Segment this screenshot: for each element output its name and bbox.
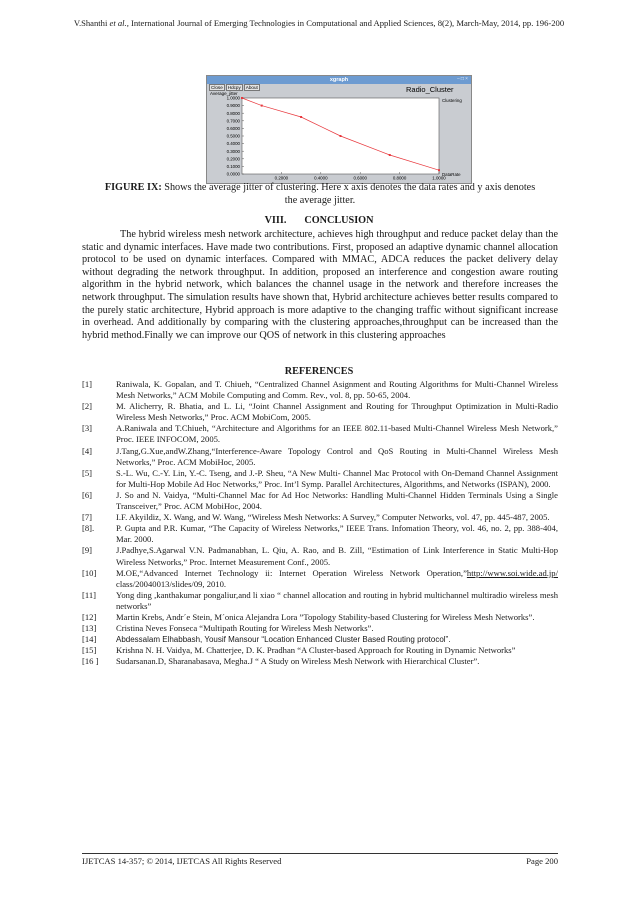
reference-text [116, 468, 558, 490]
y-tick-label: 0.3000 [226, 148, 240, 154]
reference-text [116, 423, 558, 445]
reference-citation: Martin Krebs, Andr´e Stein, M´onica Alejandra Lora ”Topology Stability-based Clustering for Wireless Mesh Networks”. [116, 611, 535, 622]
reference-text [116, 490, 558, 512]
reference-item [82, 379, 558, 401]
reference-item [82, 568, 558, 590]
y-tick-label: 0.5000 [226, 133, 240, 139]
data-point [261, 105, 263, 107]
y-axis-title: Average_jitter [210, 91, 238, 96]
reference-citation: M.OE,“Advanced Internet Technology ii: Internet Operation Wireless Network Operation,” [116, 567, 467, 578]
figure-caption [100, 182, 540, 207]
reference-item [82, 634, 558, 645]
xgraph-window [206, 75, 472, 184]
x-tick-label: 0.6000 [353, 175, 367, 181]
reference-item [82, 401, 558, 423]
header-etal: et al., [109, 18, 129, 28]
reference-number: [16 ] [82, 656, 99, 667]
reference-item [82, 645, 558, 656]
hdcpy-button[interactable]: Hdcpy [227, 85, 241, 90]
reference-citation: M. Alicherry, R. Bhatia, and L. Li, “Joint Channel Assignment and Routing for Throughput Optimization in Multi-Radio Wireless Mesh Networks,” Proc. ACM MobiCom, 2005. [116, 401, 558, 423]
figure-label: FIGURE IX: [104, 182, 162, 193]
reference-citation: Abdessalam Elhabbash, Yousif Mansour “Location Enhanced Cluster Based Routing protocol”. [116, 635, 451, 645]
reference-citation: Sudarsanan.D, Sharanabasava, Megha.J “ A Study on Wireless Mesh Network with Hierarchical Cluster”. [116, 656, 480, 667]
reference-item [82, 512, 558, 523]
reference-item [82, 656, 558, 667]
reference-citation: I.F. Akyildiz, X. Wang, and W. Wang, “Wireless Mesh Networks: A Survey,” Computer Networks, vol. 47, pp. 445-487, 2005. [116, 512, 550, 523]
reference-text [116, 512, 558, 523]
reference-item [82, 490, 558, 512]
reference-item [82, 523, 558, 545]
reference-number: [12] [82, 611, 97, 622]
reference-citation: Raniwala, K. Gopalan, and T. Chiueh, “Centralized Channel Asignment and Routing Algorithms for Multi-Channel Wireless Mesh Networks,” ACM Mobile Computing and Comm. Rev., vol. 8, pp. 50-65, 2004. [116, 379, 558, 401]
reference-citation: Cristina Neves Fonseca “Multipath Routing for Wireless Mesh Networks”. [116, 623, 374, 634]
reference-text [116, 446, 558, 468]
chart-title: Radio_Cluster [406, 85, 454, 94]
x-tick-label: 0.2000 [274, 175, 289, 181]
reference-citation: Yong ding ,kanthakumar pongaliur,and li xiao “ channel allocation and routing in hybrid multichannel multiradio wireless mesh networks” [116, 589, 558, 611]
y-tick-label: 0.7000 [226, 118, 240, 124]
reference-text [116, 545, 558, 567]
section-title: CONCLUSION [304, 215, 374, 226]
reference-text [116, 623, 558, 634]
header-citation: International Journal of Emerging Technologies in Computational and Applied Sciences, 8(2), March-May, 2014, pp. 196-200 [131, 18, 565, 28]
y-tick-label: 0.1000 [226, 164, 240, 169]
y-tick-label: 0.0000 [226, 171, 240, 177]
reference-number: [15] [82, 645, 97, 656]
page-number: Page 200 [526, 856, 558, 866]
reference-link[interactable]: http://www.soi.wide.ad.jp/ [466, 567, 558, 578]
reference-citation: S.-L. Wu, C.-Y. Lin, Y.-C. Tseng, and J.-P. Sheu, “A New Multi- Channel Mac Protocol with On-Demand Channel Assignment for Multi-Hop Mobile Ad Hoc Networks,” Proc. Int’l Symp. Parallel Architectures, Algorithms, and Networks (ISPAN), 2000. [116, 467, 558, 489]
reference-number: [13] [82, 623, 97, 634]
reference-citation: J.Tang,G.Xue,andW.Zhang,“Interference-Aware Topology Control and QoS Routing in Multi-Channel Wireless Mesh Networks,” Proc. ACM MobiHoc, 2005. [116, 445, 558, 467]
reference-item [82, 545, 558, 567]
data-point [340, 135, 342, 137]
reference-text [116, 523, 558, 545]
y-tick-label: 1.0000 [226, 95, 240, 101]
footer-copyright: IJETCAS 14-357; © 2014, IJETCAS All Rights Reserved [82, 856, 282, 866]
reference-number: [2] [82, 401, 93, 412]
reference-item [82, 423, 558, 445]
reference-number: [10] [82, 567, 97, 578]
close-button[interactable]: Close [211, 85, 223, 90]
data-point [389, 154, 391, 156]
reference-citation: A.Raniwala and T.Chiueh, “Architecture and Algorithms for an IEEE 802.11-based Multi-Channel Wireless Mesh Network,” Proc. IEEE INFOCOM, 2005. [116, 423, 558, 445]
xgraph-title-bar: xgraph [207, 76, 471, 84]
about-button[interactable]: About [245, 85, 258, 90]
reference-item [82, 612, 558, 623]
y-tick-label: 0.4000 [226, 141, 240, 147]
reference-number: [6] [82, 489, 93, 500]
reference-text [116, 379, 558, 401]
section-number: VIII. [264, 215, 287, 226]
running-header [40, 18, 598, 29]
reference-number: [7] [82, 512, 93, 523]
reference-citation: P. Gupta and P.R. Kumar, “The Capacity of Wireless Networks,” IEEE Trans. Infomation Theory, vol. 46, no. 2, pp. 388-404, Mar. 2000. [116, 523, 558, 545]
reference-citation-tail: class/20040013/slides/09, 2010. [116, 578, 227, 589]
references-list [82, 379, 558, 667]
maximize-icon[interactable]: □ [460, 77, 464, 82]
reference-text [116, 656, 558, 667]
reference-citation: Krishna N. H. Vaidya, M. Chatterjee, D. K. Pradhan “A Cluster-based Approach for Routing in Dynamic Networks” [116, 645, 516, 656]
reference-number: [11] [82, 589, 96, 600]
reference-number: [9] [82, 545, 93, 556]
reference-item [82, 468, 558, 490]
references-heading: REFERENCES [284, 366, 354, 377]
data-point [300, 116, 302, 118]
legend-entry: Clustering [442, 98, 462, 103]
figure-caption-text: Shows the average jitter of clustering. Here x axis denotes the data rates and y axis denotes the average jitter. [164, 182, 536, 206]
reference-number: [4] [82, 445, 93, 456]
conclusion-paragraph: The hybrid wireless mesh network architecture, achieves high throughput and reduce packet delay than the static and dynamic interfaces. Have made two contributions. First, proposed an adaptive dynamic channel allocation protocol to be used on dynamic interfaces. Compared with MMAC, ADCA reduces the packet delivery delay without degrading the network throughput. In addition, proposed an interference and congestion aware routing algorithm in the hybrid network, which balances the channel usage in the network and therefore increases the network throughput. The simulation results have shown that, Hybrid architecture achieves better results compared to the purely static architecture, Hybrid approach is more adaptive to the changing traffic without significant increase in overhead. And additionally by comparing with the clustering approaches,throughput can be increased than the hybrid method.Finally we can improve our QOS of network in this clustering approaches [82, 229, 558, 341]
reference-text [116, 645, 558, 656]
footer-rule [82, 853, 558, 854]
reference-citation: J. So and N. Vaidya, “Multi-Channel Mac for Ad Hoc Networks: Handling Multi-Channel Hidden Terminals Using a Single Transceiver,” Proc. ACM MobiHoc, 2004. [116, 489, 558, 512]
reference-item [82, 623, 558, 634]
header-authors: V.Shanthi [73, 18, 108, 28]
reference-text [116, 634, 558, 645]
reference-text [116, 590, 558, 612]
minimize-icon[interactable]: – [457, 77, 460, 82]
reference-text [116, 401, 558, 423]
reference-item [82, 446, 558, 468]
y-tick-label: 0.9000 [226, 103, 240, 109]
x-tick-label: 0.4000 [314, 175, 328, 181]
reference-number: [8]. [82, 523, 95, 534]
line-chart [207, 76, 471, 183]
y-tick-label: 0.8000 [226, 110, 240, 116]
data-point [241, 97, 243, 99]
y-tick-label: 0.6000 [226, 126, 240, 131]
x-tick-label: 0.8000 [392, 175, 407, 181]
reference-text [116, 612, 558, 623]
reference-number: [14] [82, 634, 97, 645]
x-axis-label: DataRate [442, 172, 461, 177]
reference-number: [5] [82, 467, 93, 478]
y-tick-label: 0.2000 [226, 156, 240, 162]
reference-number: [3] [82, 423, 93, 434]
close-icon[interactable]: × [465, 77, 468, 82]
reference-citation: J.Padhye,S.Agarwal V.N. Padmanabhan, L. Qiu, A. Rao, and B. Zill, “Estimation of Link Interference in Static Multi-Hop Wireless Networks,” Proc. Internet Measurement Conf., 2005. [116, 545, 558, 567]
x-tick-label: 1.0000 [432, 175, 446, 181]
reference-item [82, 590, 558, 612]
reference-text [116, 568, 558, 590]
data-point [438, 169, 440, 171]
section-heading [0, 215, 638, 226]
reference-number: [1] [82, 379, 93, 389]
